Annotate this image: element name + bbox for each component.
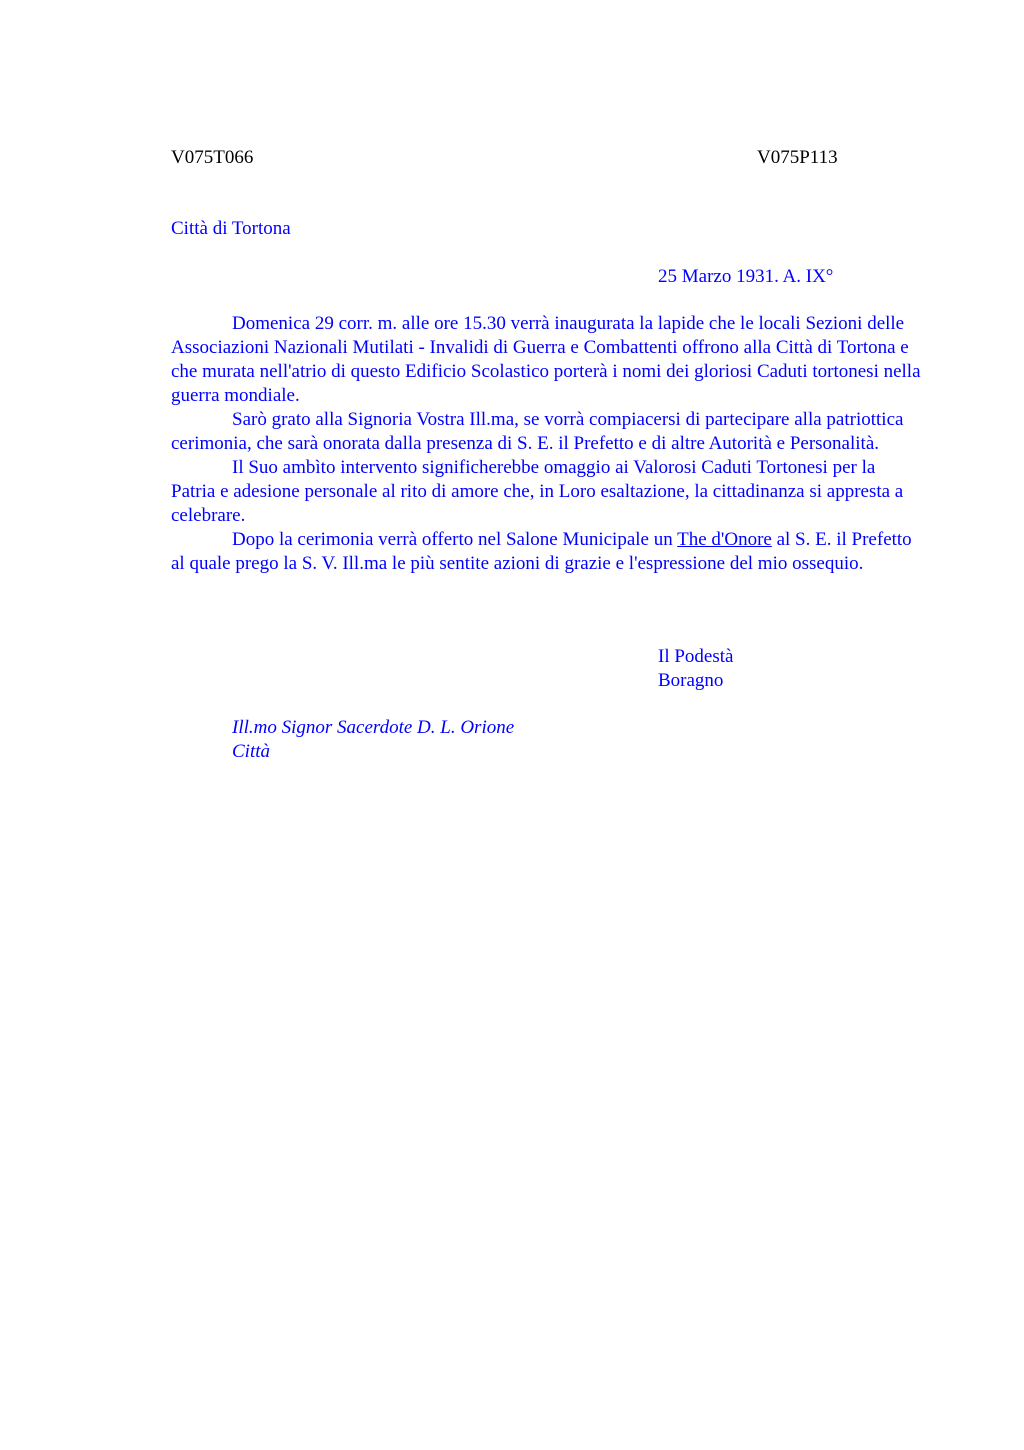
recipient-block xyxy=(232,716,514,764)
letter-place: Città di Tortona xyxy=(171,218,291,239)
paragraph-4-text-before: Dopo la cerimonia verrà offerto nel Salone Municipale un xyxy=(232,529,678,550)
signature-block xyxy=(658,645,733,693)
letter-date: 25 Marzo 1931. A. IX° xyxy=(658,266,834,287)
signature-name: Boragno xyxy=(658,670,724,691)
paragraph-2: Sarò grato alla Signoria Vostra Ill.ma, se vorrà compiacersi di partecipare alla patriottica cerimonia, che sarà onorata dalla presenza di S. E. il Prefetto e di altre Autorità e Personalità. xyxy=(171,409,904,454)
letter-body xyxy=(171,312,921,576)
paragraph-4-text-after: al S. E. il Prefetto al quale prego la S. V. Ill.ma le più sentite azioni di grazie e l'espressione del mio ossequio. xyxy=(171,529,912,574)
document-ref-left: V075T066 xyxy=(171,147,254,168)
the-donore-link[interactable]: The d'Onore xyxy=(677,529,772,550)
recipient-city: Città xyxy=(232,741,271,762)
signature-title: Il Podestà xyxy=(658,646,734,667)
paragraph-1: Domenica 29 corr. m. alle ore 15.30 verrà inaugurata la lapide che le locali Sezioni delle Associazioni Nazionali Mutilati - Invalidi di Guerra e Combattenti offrono alla Città di Tortona e che murata nell'atrio di questo Edificio Scolastico porterà i nomi dei gloriosi Caduti tortonesi nella guerra mondiale. xyxy=(171,313,921,406)
paragraph-3: Il Suo ambìto intervento significherebbe omaggio ai Valorosi Caduti Tortonesi per la Patria e adesione personale al rito di amore che, in Loro esaltazione, la cittadinanza si appresta a celebrare. xyxy=(171,457,904,526)
paragraph-4 xyxy=(171,528,921,576)
recipient-name: Ill.mo Signor Sacerdote D. L. Orione xyxy=(232,717,515,738)
document-ref-right: V075P113 xyxy=(757,147,838,168)
